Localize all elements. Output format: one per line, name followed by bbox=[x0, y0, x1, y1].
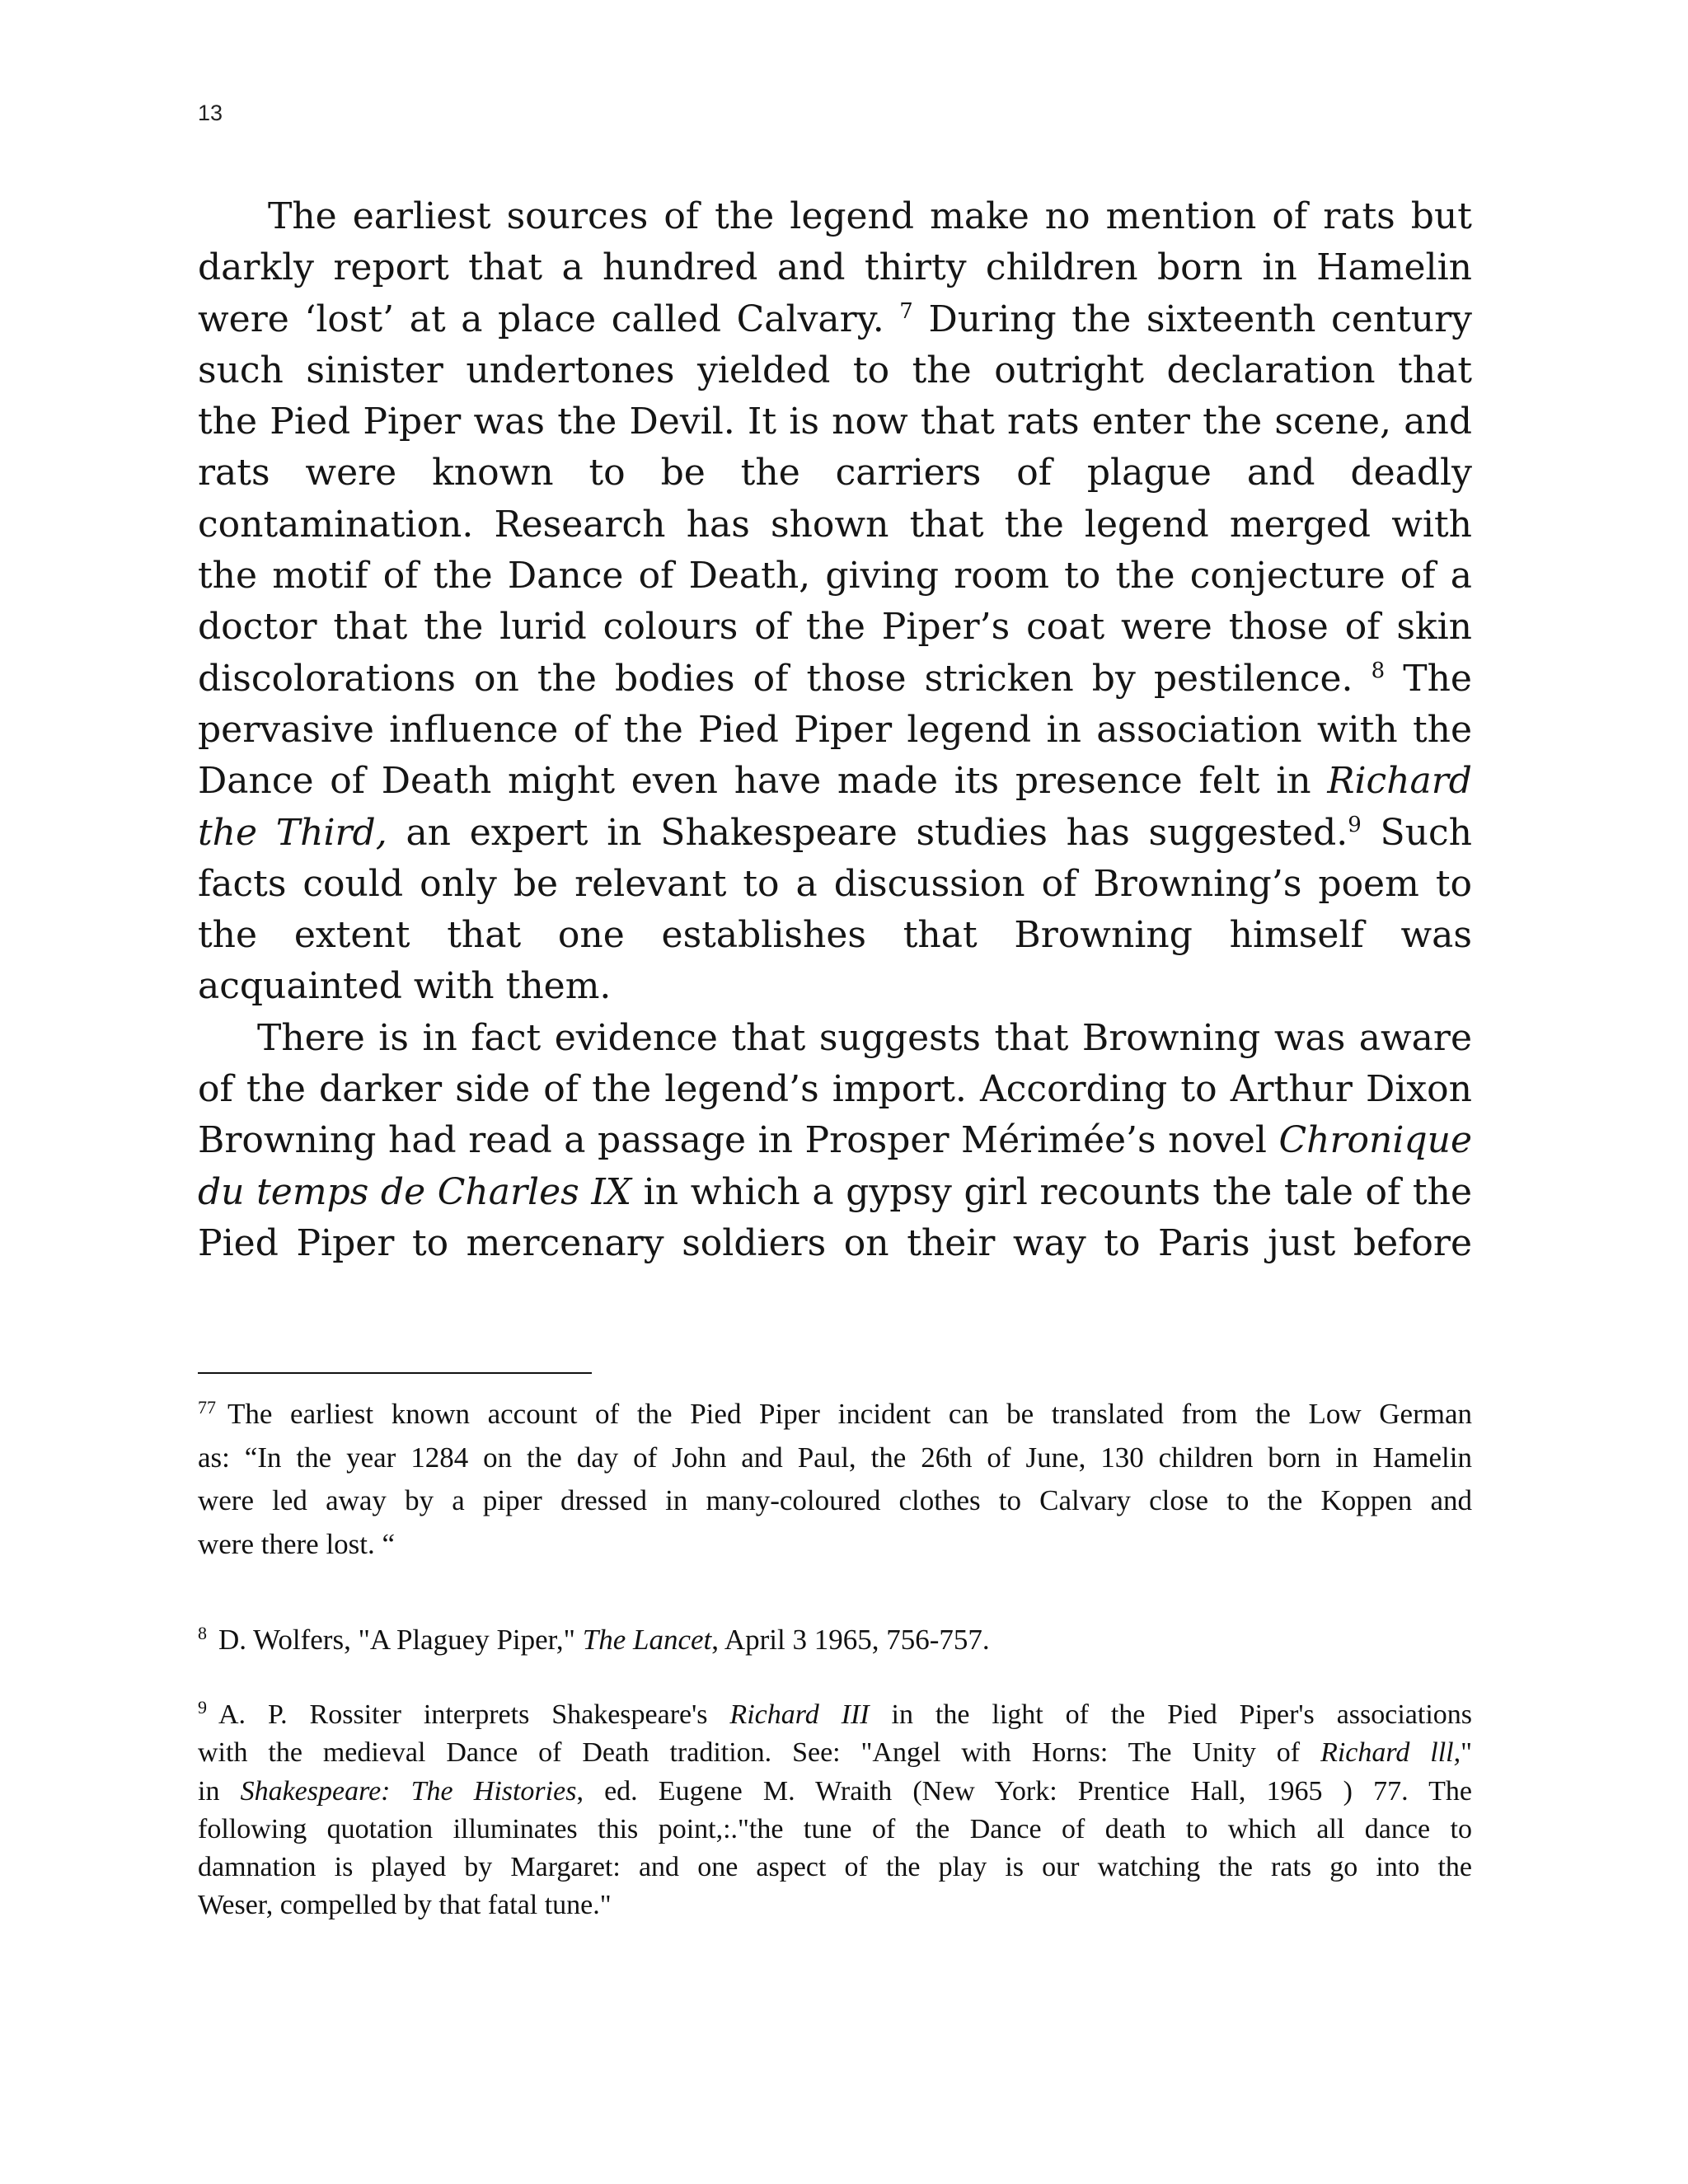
footnote-line bbox=[198, 1773, 1472, 1811]
italic-title: the Third, bbox=[198, 811, 387, 854]
text-line bbox=[198, 294, 1472, 345]
text-run: D. Wolfers, "A Plaguey Piper," bbox=[218, 1624, 575, 1656]
footnote-mark: 9 bbox=[198, 1697, 207, 1718]
footnote-line bbox=[198, 1619, 1472, 1661]
text-line: The earliest sources of the legend make no mention of rats but bbox=[268, 195, 1472, 237]
text-line bbox=[198, 1167, 1472, 1218]
text-run: in the light of the Pied Piper's associations bbox=[891, 1699, 1473, 1730]
text-line: the Pied Piper was the Devil. It is now that rats enter the scene, and bbox=[198, 401, 1472, 443]
text-line bbox=[198, 654, 1472, 705]
text-run: discolorations on the bodies of those stricken by pestilence. bbox=[198, 657, 1353, 700]
body-text bbox=[198, 191, 1472, 1269]
text-line: acquainted with them. bbox=[198, 965, 612, 1008]
text-line: contamination. Research has shown that the legend merged with bbox=[198, 503, 1472, 546]
footnote-ref: 9 bbox=[1348, 812, 1362, 837]
footnote-8 bbox=[198, 1619, 1472, 1661]
footnote-line: damnation is played by Margaret: and one aspect of the play is our watching the rats go into the bbox=[198, 1852, 1472, 1883]
footnote-9 bbox=[198, 1696, 1472, 1925]
italic-title: Richard lll, bbox=[1320, 1737, 1461, 1769]
text-line bbox=[198, 1115, 1472, 1166]
text-run: Browning had read a passage in Prosper Mérimée’s novel bbox=[198, 1119, 1267, 1162]
text-run: in which a gypsy girl recounts the tale of the bbox=[643, 1170, 1472, 1213]
text-run: During the sixteenth century bbox=[928, 298, 1472, 340]
text-line: There is in fact evidence that suggests that Browning was aware bbox=[257, 1016, 1472, 1059]
text-run: , ed. Eugene M. Wraith (New York: Prentice Hall, 1965 ) 77. The bbox=[576, 1775, 1472, 1807]
italic-title: Chronique bbox=[1278, 1119, 1472, 1162]
text-run: an expert in Shakespeare studies has suggested. bbox=[406, 811, 1348, 854]
footnote-mark: 77 bbox=[198, 1397, 216, 1418]
footnote-mark: 8 bbox=[198, 1623, 207, 1643]
paragraph-1 bbox=[198, 191, 1472, 1013]
footnote-line: Weser, compelled by that fatal tune." bbox=[198, 1890, 612, 1921]
text-line: of the darker side of the legend’s import. According to Arthur Dixon bbox=[198, 1068, 1472, 1111]
text-run: with the medieval Dance of Death tradition. See: "Angel with Horns: The Unity of bbox=[198, 1737, 1301, 1769]
text-run: were ‘lost’ at a place called Calvary. bbox=[198, 298, 884, 340]
paragraph-2 bbox=[198, 1013, 1472, 1269]
text-run: Dance of Death might even have made its presence felt in bbox=[198, 760, 1311, 803]
text-line bbox=[198, 808, 1472, 859]
text-line: the motif of the Dance of Death, giving room to the conjecture of a bbox=[198, 555, 1472, 598]
text-line: pervasive influence of the Pied Piper legend in association with the bbox=[198, 708, 1472, 751]
italic-title: Shakespeare: The Histories bbox=[240, 1775, 577, 1807]
text-run: " bbox=[1461, 1737, 1472, 1769]
footnote-line: were led away by a piper dressed in many-coloured clothes to Calvary close to the Koppen and bbox=[198, 1484, 1472, 1516]
text-line bbox=[198, 756, 1472, 807]
footnote-7 bbox=[198, 1393, 1472, 1566]
footnote-line bbox=[198, 1734, 1472, 1772]
text-line: darkly report that a hundred and thirty children born in Hamelin bbox=[198, 246, 1472, 289]
text-line: such sinister undertones yielded to the outright declaration that bbox=[198, 349, 1472, 391]
text-run: The bbox=[1403, 657, 1472, 700]
footnote-ref: 8 bbox=[1371, 658, 1386, 683]
footnote-line: following quotation illuminates this point,:."the tune of the Dance of death to which all dance to bbox=[198, 1813, 1472, 1844]
italic-title: Richard III bbox=[729, 1699, 870, 1730]
italic-title: du temps de Charles IX bbox=[198, 1170, 632, 1213]
text-line: Pied Piper to mercenary soldiers on their way to Paris just before bbox=[198, 1221, 1472, 1264]
text-line: facts could only be relevant to a discussion of Browning’s poem to bbox=[198, 862, 1472, 905]
footnote-line: as: “In the year 1284 on the day of John and Paul, the 26th of June, 130 children born in Hamelin bbox=[198, 1441, 1472, 1474]
text-run: , April 3 1965, 756-757. bbox=[711, 1624, 990, 1656]
text-run: in bbox=[198, 1775, 220, 1807]
text-line: doctor that the lurid colours of the Piper’s coat were those of skin bbox=[198, 606, 1472, 649]
footnote-line: were there lost. “ bbox=[198, 1527, 396, 1560]
italic-title: Richard bbox=[1327, 760, 1472, 803]
text-run: Such bbox=[1380, 811, 1472, 854]
text-line: the extent that one establishes that Browning himself was bbox=[198, 914, 1472, 957]
footnote-line bbox=[198, 1696, 1472, 1734]
text-run: The earliest known account of the Pied Piper incident can be translated from the Low German bbox=[227, 1398, 1472, 1430]
italic-title: The Lancet bbox=[582, 1624, 712, 1656]
footnote-ref: 7 bbox=[899, 298, 913, 324]
footnote-separator bbox=[198, 1372, 592, 1374]
text-run: A. P. Rossiter interprets Shakespeare's bbox=[218, 1699, 708, 1730]
footnote-line bbox=[198, 1393, 1472, 1436]
text-line: rats were known to be the carriers of plague and deadly bbox=[198, 452, 1472, 494]
page-number: 13 bbox=[198, 101, 223, 125]
